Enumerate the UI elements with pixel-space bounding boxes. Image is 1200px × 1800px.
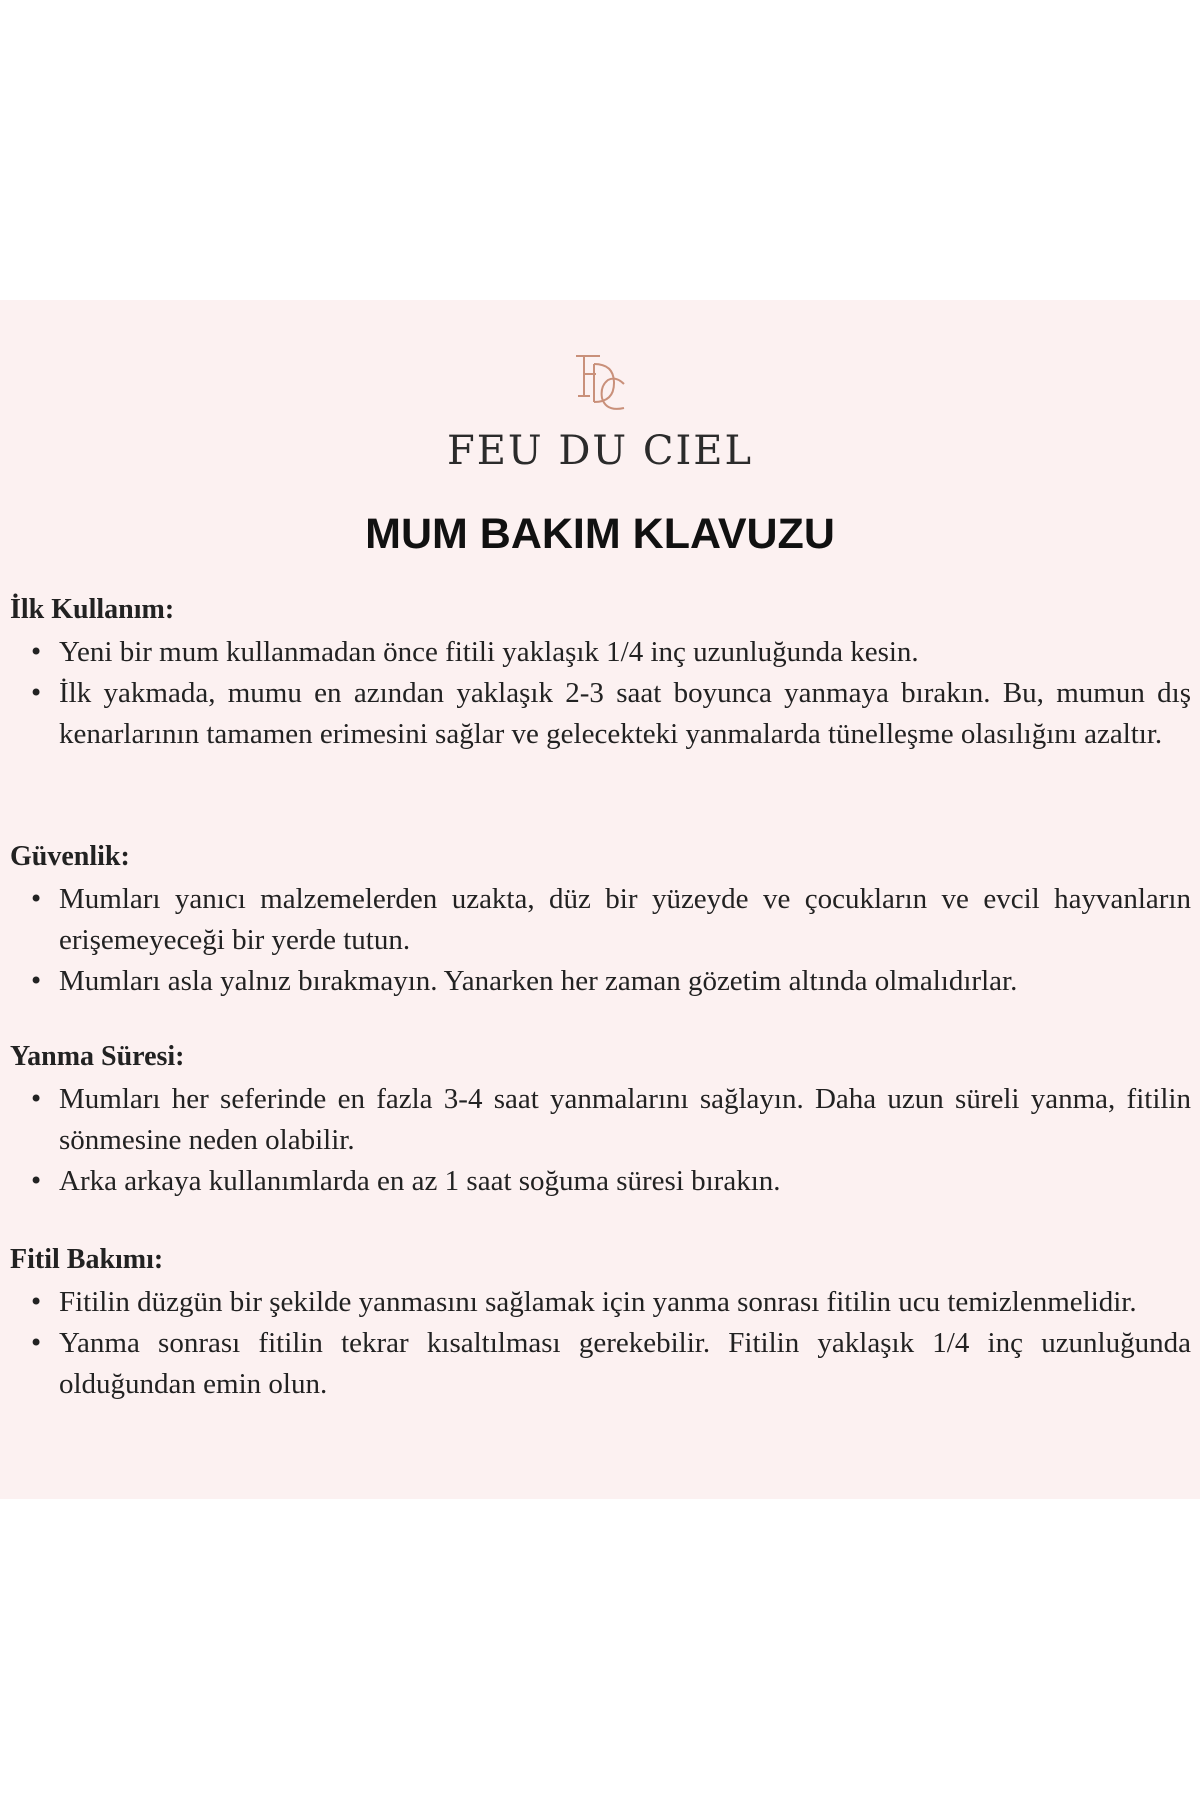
list-item: • Arka arkaya kullanımlarda en az 1 saat soğuma süresi bırakın. — [59, 1161, 1191, 1202]
section-wick-care — [0, 1240, 1200, 1405]
list-item: • Yanma sonrası fitilin tekrar kısaltılması gerekebilir. Fitilin yaklaşık 1/4 inç uzunluğunda olduğundan emin olun. — [59, 1323, 1191, 1405]
list-item: • Fitilin düzgün bir şekilde yanmasını sağlamak için yanma sonrası fitilin ucu temizlenmelidir. — [59, 1282, 1191, 1323]
list-item: • Mumları her seferinde en fazla 3-4 saat yanmalarını sağlayın. Daha uzun süreli yanma, fitilin sönmesine neden olabilir. — [59, 1079, 1191, 1161]
list-item: • Yeni bir mum kullanmadan önce fitili yaklaşık 1/4 inç uzunluğunda kesin. — [59, 632, 1191, 673]
list-item: • Mumları asla yalnız bırakmayın. Yanarken her zaman gözetim altında olmalıdırlar. — [59, 961, 1191, 1002]
brand-name: FEU DU CIEL — [446, 428, 754, 474]
section-heading: Fitil Bakımı: — [10, 1244, 164, 1275]
section-safety — [0, 837, 1200, 1002]
section-first-use — [0, 590, 1200, 755]
section-heading: Yanma Süresi: — [10, 1041, 185, 1072]
section-burn-time — [0, 1037, 1200, 1202]
section-heading: İlk Kullanım: — [10, 594, 175, 625]
care-guide-panel — [0, 300, 1200, 1499]
brand-logo — [0, 350, 1200, 420]
list-item: • Mumları yanıcı malzemelerden uzakta, düz bir yüzeyde ve çocukların ve evcil hayvanların erişemeyeceği bir yerde tutun. — [59, 879, 1191, 961]
fdc-monogram-icon — [570, 350, 630, 420]
section-heading: Güvenlik: — [10, 841, 130, 872]
list-item: • İlk yakmada, mumu en azından yaklaşık 2-3 saat boyunca yanmaya bırakın. Bu, mumun dış kenarlarının tamamen erimesini sağlar ve gelecekteki yanmalarda tünelleşme olasılığını azaltır. — [59, 673, 1191, 755]
page-title: MUM BAKIM KLAVUZU — [365, 510, 835, 558]
